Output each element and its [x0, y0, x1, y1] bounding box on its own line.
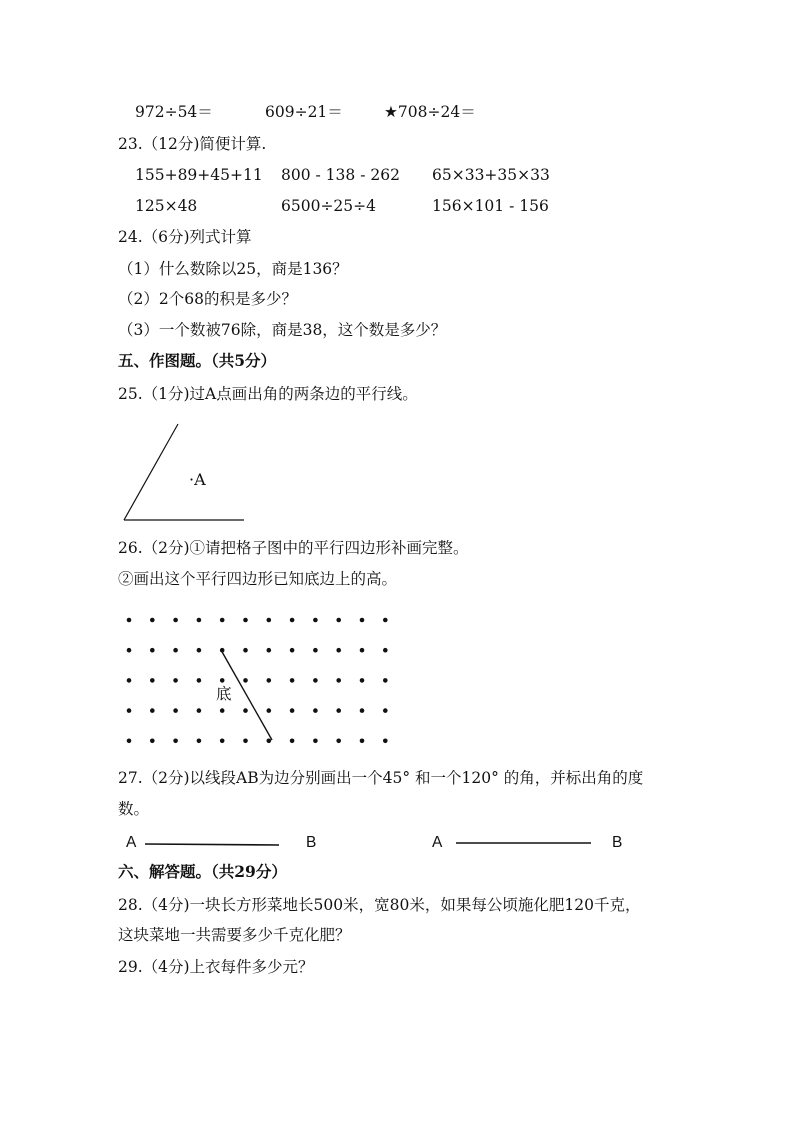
section-6-heading: 六、解答题。（共29分） [118, 862, 287, 881]
q26-line-1: 26.（2分)①请把格子图中的平行四边形补画完整。 [118, 539, 469, 557]
segment-1-label-b: B [306, 834, 317, 851]
q28-line-2: 这块菜地一共需要多少千克化肥？ [118, 926, 351, 944]
calc-item-3: ★708÷24＝ [384, 103, 476, 121]
segment-1-label-a: A [126, 834, 137, 851]
calc-item-2: 609÷21＝ [265, 103, 343, 121]
q26-line-2: ②画出这个平行四边形已知底边上的高。 [118, 570, 398, 588]
q24-item-3: （3）一个数被76除，商是38，这个数是多少？ [118, 321, 447, 339]
q23-expr-1: 155+89+45+11 [135, 166, 263, 184]
base-label: 底 [216, 685, 232, 703]
q29-title: 29.（4分)上衣每件多少元？ [118, 958, 314, 976]
q23-expr-3: 65×33+35×33 [432, 166, 550, 184]
section-5-heading: 五、作图题。（共5分） [118, 351, 277, 370]
q25-title: 25.（1分)过A点画出角的两条边的平行线。 [118, 385, 418, 403]
segment-2-label-a: A [432, 834, 443, 851]
segment-ab-1 [145, 844, 279, 845]
q23-expr-2: 800 - 138 - 262 [281, 166, 400, 184]
q23-expr-4: 125×48 [135, 197, 198, 215]
q24-item-2: （2）2个68的积是多少？ [118, 290, 297, 308]
q27-line-1: 27.（2分)以线段AB为边分别画出一个45° 和一个120° 的角，并标出角的度 [118, 769, 644, 787]
q23-title: 23.（12分)简便计算. [118, 135, 267, 153]
segment-2-label-b: B [612, 834, 623, 851]
q23-expr-6: 156×101 - 156 [432, 197, 549, 215]
point-a-label: ·A [189, 470, 206, 489]
q23-expr-5: 6500÷25÷4 [281, 197, 377, 215]
q24-item-1: （1）什么数除以25，商是136？ [118, 260, 348, 278]
q27-line-2: 数。 [118, 800, 150, 818]
q28-line-1: 28.（4分)一块长方形菜地长500米，宽80米，如果每公顷施化肥120千克， [118, 896, 641, 914]
q24-title: 24.（6分)列式计算 [118, 228, 252, 246]
calc-item-1: 972÷54＝ [135, 103, 213, 121]
